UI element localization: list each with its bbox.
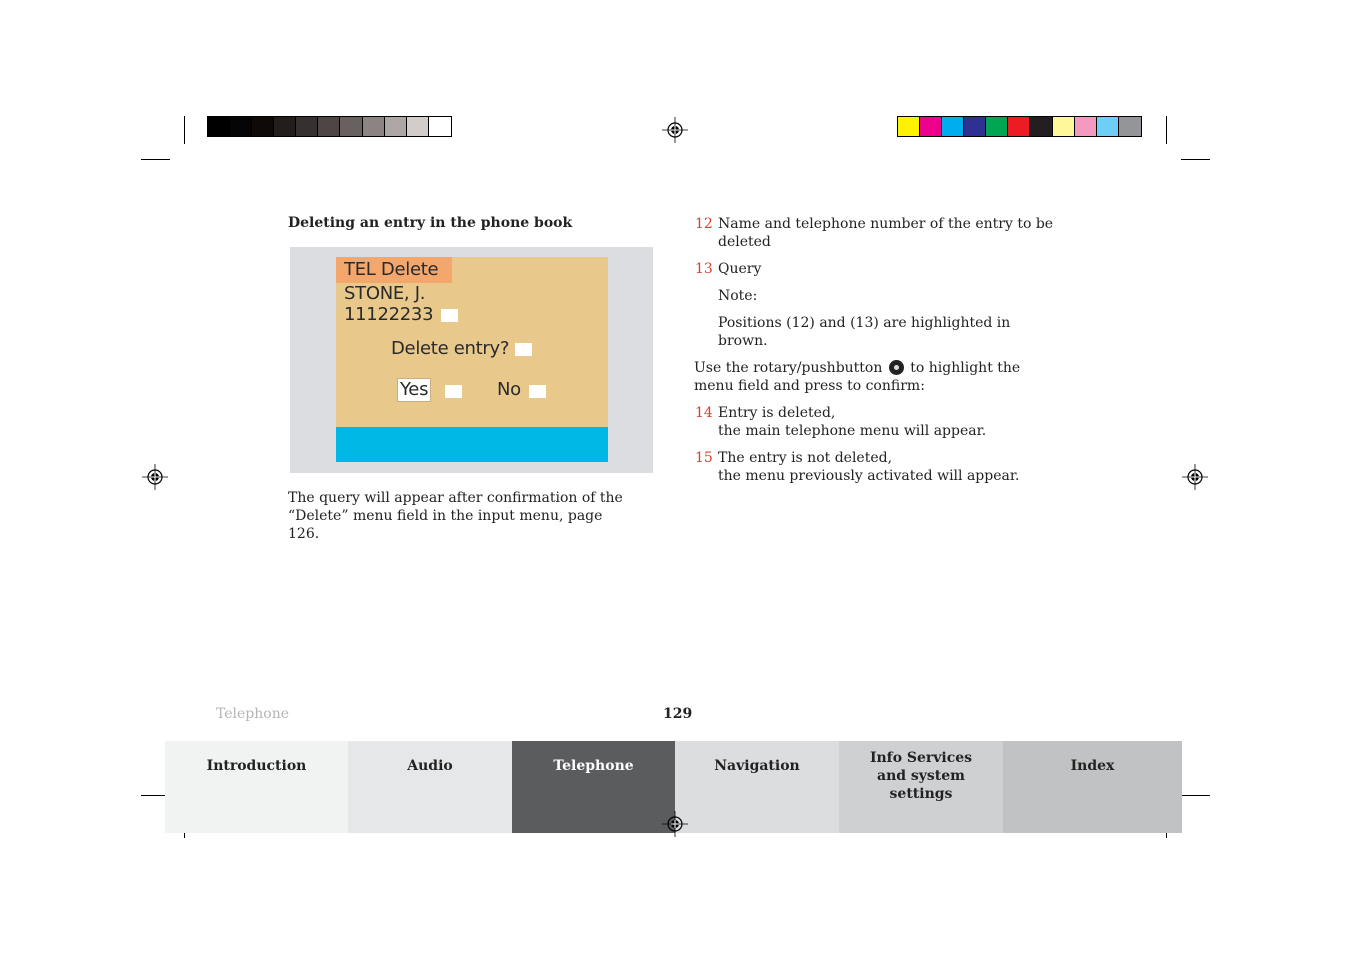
callout-marker-14 xyxy=(445,385,462,398)
color-swatch xyxy=(208,117,230,136)
screen-no-option[interactable]: No xyxy=(497,379,521,400)
crop-mark xyxy=(141,159,170,160)
callout-marker-15 xyxy=(529,385,546,398)
color-swatch xyxy=(1119,117,1141,136)
crop-mark xyxy=(1181,159,1210,160)
color-swatch xyxy=(429,117,451,136)
color-swatch xyxy=(385,117,407,136)
item-line: the main telephone menu will appear. xyxy=(718,423,987,439)
color-swatch xyxy=(274,117,296,136)
color-swatch xyxy=(318,117,340,136)
color-swatch xyxy=(1030,117,1052,136)
color-swatch xyxy=(340,117,362,136)
color-swatch xyxy=(230,117,252,136)
color-swatch xyxy=(363,117,385,136)
registration-mark-icon xyxy=(662,117,688,143)
item-number: 13 xyxy=(695,261,713,277)
item-number: 14 xyxy=(695,405,713,421)
item-line: the menu previously activated will appear. xyxy=(718,468,1020,484)
running-section-label: Telephone xyxy=(216,706,290,722)
registration-mark-icon xyxy=(142,464,168,490)
callout-marker-13 xyxy=(515,343,532,356)
step-list xyxy=(694,215,1054,494)
screen-yes-option[interactable] xyxy=(397,378,431,402)
display-screenshot xyxy=(290,247,653,473)
screen-query: Delete entry? xyxy=(391,338,510,359)
registration-mark-icon xyxy=(1182,464,1208,490)
color-swatch xyxy=(1053,117,1075,136)
color-swatch xyxy=(920,117,942,136)
crop-mark xyxy=(1166,116,1167,144)
screenshot-caption: The query will appear after confirmation of the “Delete” menu field in the input menu, page 126. xyxy=(288,490,623,542)
color-swatch xyxy=(1097,117,1119,136)
screen-status-bar xyxy=(336,427,608,462)
rotary-pushbutton-icon xyxy=(889,360,904,375)
list-item xyxy=(694,449,1054,485)
screen-entry-number: 11122233 xyxy=(344,304,434,325)
note-label: Note: xyxy=(718,288,758,304)
instruction-after: to highlight the menu field and press to confirm: xyxy=(694,360,1021,394)
tab-navigation[interactable]: Navigation xyxy=(675,741,839,833)
list-item xyxy=(694,260,1054,278)
item-line: The entry is not deleted, xyxy=(718,450,893,466)
registration-mark-icon xyxy=(662,811,688,837)
screen-title: TEL Delete xyxy=(344,259,439,280)
screen-entry-name: STONE, J. xyxy=(344,283,426,304)
tab-audio[interactable]: Audio xyxy=(348,741,512,833)
list-item xyxy=(694,404,1054,440)
color-swatch xyxy=(1008,117,1030,136)
tab-index[interactable]: Index xyxy=(1003,741,1182,833)
gray-swatch-bar xyxy=(207,116,452,137)
color-swatch xyxy=(942,117,964,136)
crop-mark xyxy=(1181,795,1210,796)
color-swatch xyxy=(296,117,318,136)
crop-mark xyxy=(184,116,185,144)
item-line: Entry is deleted, xyxy=(718,405,836,421)
color-swatch xyxy=(252,117,274,136)
item-text: Name and telephone number of the entry to be deleted xyxy=(718,216,1054,250)
color-swatch xyxy=(1075,117,1097,136)
tab-introduction[interactable]: Introduction xyxy=(165,741,348,833)
item-number: 12 xyxy=(695,216,713,232)
list-item xyxy=(694,215,1054,251)
instruction xyxy=(694,359,1054,395)
color-swatch xyxy=(986,117,1008,136)
item-number: 15 xyxy=(695,450,713,466)
display-screen xyxy=(336,257,608,462)
section-heading: Deleting an entry in the phone book xyxy=(288,215,573,231)
tab-info-services[interactable]: Info Services and system settings xyxy=(839,741,1003,833)
page-number: 129 xyxy=(663,706,693,722)
callout-marker-12 xyxy=(441,309,458,322)
color-swatch-bar xyxy=(897,116,1142,137)
color-swatch xyxy=(407,117,429,136)
tab-telephone[interactable]: Telephone xyxy=(512,741,675,833)
item-text: Query xyxy=(718,261,762,277)
screen-yes-label: Yes xyxy=(400,379,429,400)
color-swatch xyxy=(964,117,986,136)
note-text: Positions (12) and (13) are highlighted in brown. xyxy=(718,315,1011,349)
instruction-before: Use the rotary/pushbutton xyxy=(694,360,883,376)
color-swatch xyxy=(898,117,920,136)
